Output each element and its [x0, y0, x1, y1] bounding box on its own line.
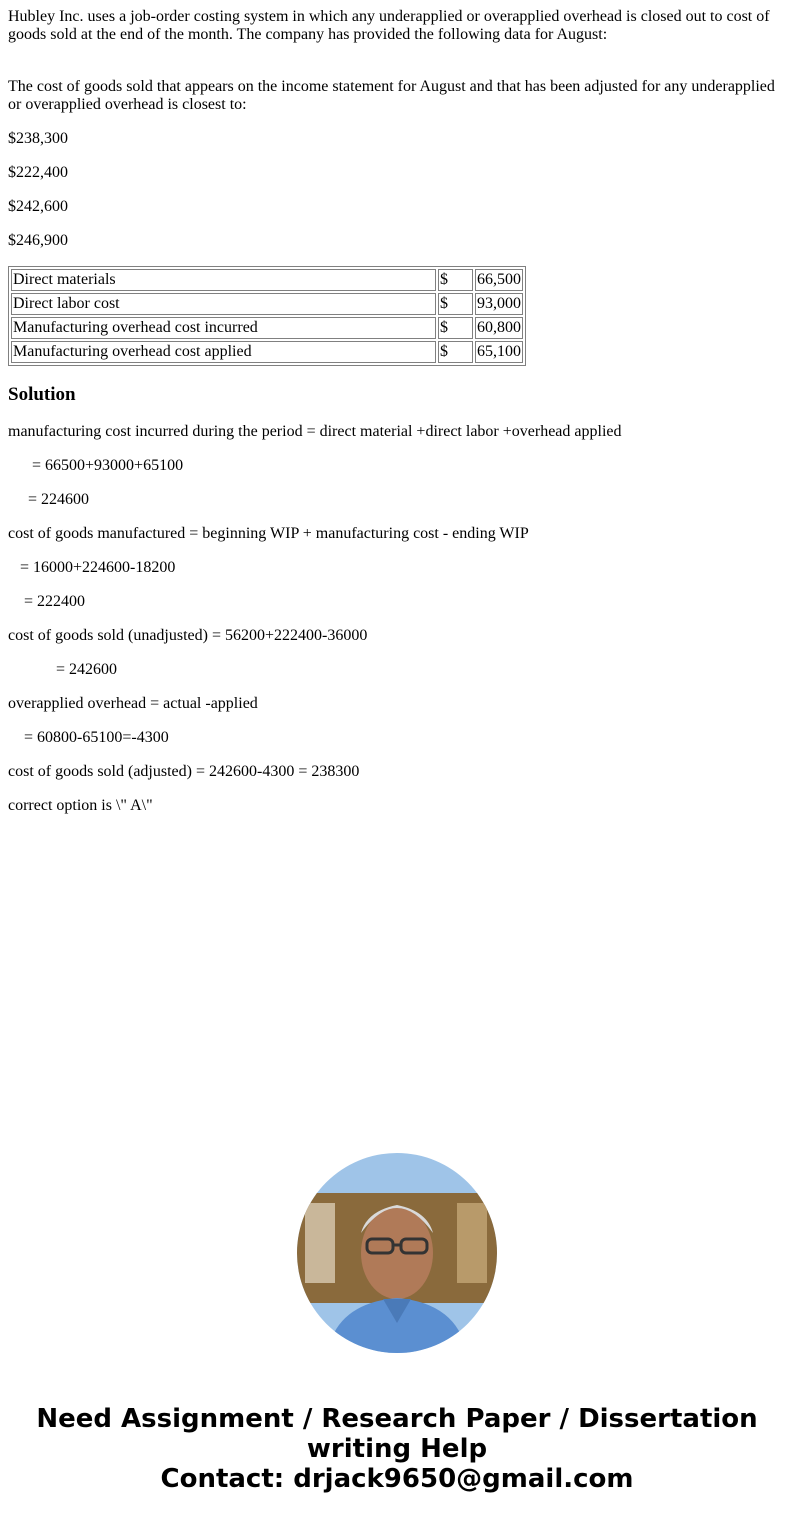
row-value: 66,500 [475, 269, 523, 291]
row-value: 65,100 [475, 341, 523, 363]
row-label: Direct materials [11, 269, 436, 291]
answer-option-b: $222,400 [8, 164, 68, 181]
solution-line: cost of goods sold (adjusted) = 242600-4300 = 238300 [8, 763, 360, 780]
solution-line: = 66500+93000+65100 [32, 457, 184, 474]
tutor-photo-icon [297, 1153, 497, 1353]
answer-option-c: $242,600 [8, 198, 68, 215]
row-value: 60,800 [475, 317, 523, 339]
promo-line-2: writing Help [306, 1434, 488, 1464]
solution-line: = 222400 [24, 593, 86, 610]
solution-line: cost of goods sold (unadjusted) = 56200+222400-36000 [8, 627, 368, 644]
promo-banner [0, 1404, 794, 1494]
table-row [11, 341, 523, 363]
table-row [11, 317, 523, 339]
row-currency: $ [438, 341, 473, 363]
table-row [11, 293, 523, 315]
row-label: Direct labor cost [11, 293, 436, 315]
row-label: Manufacturing overhead cost incurred [11, 317, 436, 339]
row-currency: $ [438, 293, 473, 315]
cost-data-table [8, 266, 526, 366]
solution-answer: correct option is \" A\" [8, 797, 153, 814]
solution-line: = 242600 [56, 661, 118, 678]
question-intro: Hubley Inc. uses a job-order costing system in which any underapplied or overapplied overhead is closed out to cost of goods sold at the end of the month. The company has provided the following data for August: [8, 8, 770, 43]
answer-option-d: $246,900 [8, 232, 68, 249]
solution-line: = 16000+224600-18200 [20, 559, 176, 576]
solution-line: overapplied overhead = actual -applied [8, 695, 258, 712]
row-currency: $ [438, 269, 473, 291]
tutor-avatar [297, 1153, 497, 1353]
solution-heading: Solution [8, 384, 76, 405]
question-prompt: The cost of goods sold that appears on the income statement for August and that has been adjusted for any underapplied or overapplied overhead is closest to: [8, 78, 775, 113]
solution-line: = 224600 [28, 491, 90, 508]
row-currency: $ [438, 317, 473, 339]
table-row [11, 269, 523, 291]
solution-line: = 60800-65100=-4300 [24, 729, 169, 746]
promo-contact: Contact: drjack9650@gmail.com [160, 1464, 634, 1494]
promo-line-1: Need Assignment / Research Paper / Dissertation [36, 1404, 758, 1434]
solution-line: manufacturing cost incurred during the period = direct material +direct labor +overhead applied [8, 423, 622, 440]
solution-body [8, 423, 786, 815]
row-value: 93,000 [475, 293, 523, 315]
answer-option-a: $238,300 [8, 130, 68, 147]
row-label: Manufacturing overhead cost applied [11, 341, 436, 363]
solution-line: cost of goods manufactured = beginning WIP + manufacturing cost - ending WIP [8, 525, 529, 542]
